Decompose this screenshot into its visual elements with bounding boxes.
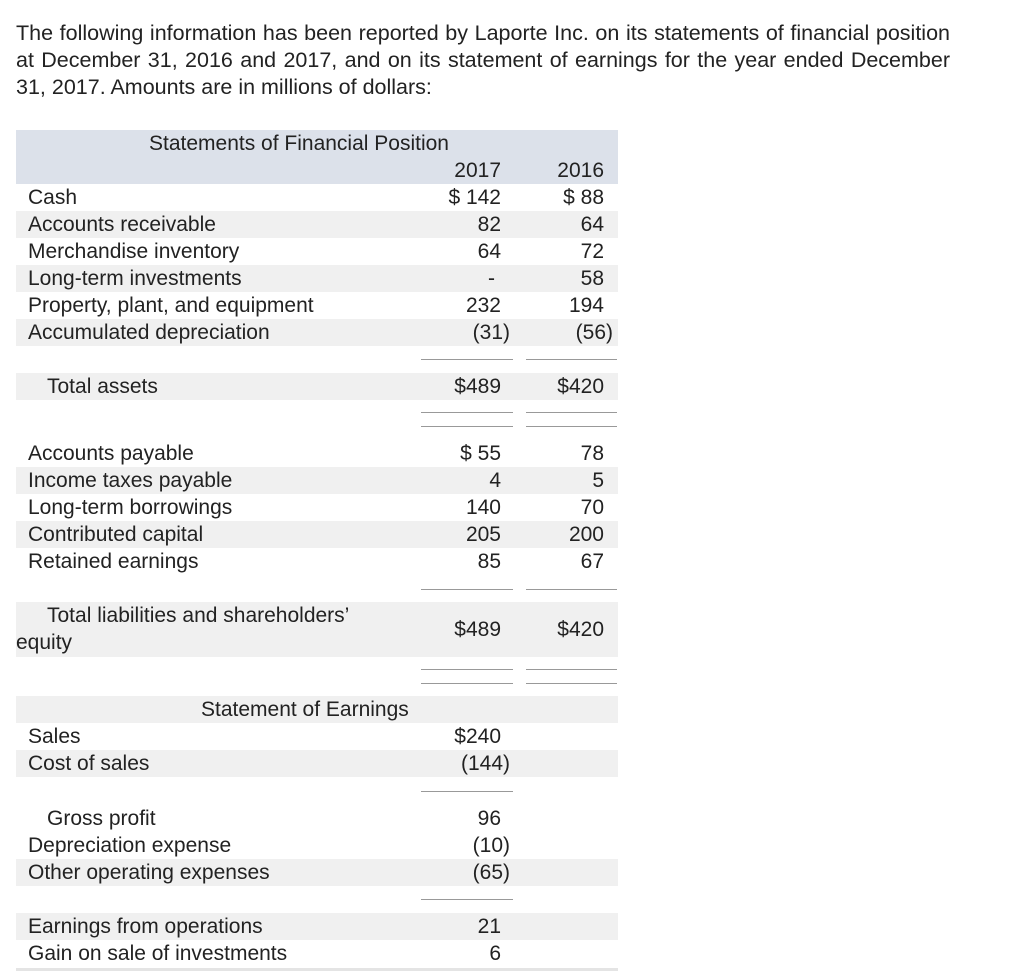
- table-row: [16, 723, 618, 750]
- value-2016: 67: [580, 550, 604, 573]
- total-liabilities-row: [16, 602, 618, 657]
- value-2017: (10): [472, 834, 510, 857]
- bottom-edge: [16, 968, 618, 971]
- row-label: Sales: [28, 725, 81, 748]
- underline-rule: [421, 899, 513, 900]
- table-row: [16, 548, 618, 575]
- value-2017: 4: [489, 469, 501, 492]
- row-label: Long-term investments: [28, 267, 242, 290]
- value-2016: 58: [580, 267, 604, 290]
- row-label: Retained earnings: [28, 550, 199, 573]
- earnings-title-row: [16, 696, 618, 723]
- value-2017: $ 142: [448, 186, 501, 209]
- double-underline-rule: [421, 683, 513, 684]
- table-row: [16, 319, 618, 346]
- table-row: [16, 805, 618, 832]
- row-label: Total assets: [47, 375, 158, 398]
- double-underline-rule: [421, 412, 513, 413]
- table-row: [16, 750, 618, 777]
- value-2017: 232: [465, 294, 501, 317]
- sfp-title: Statements of Financial Position: [149, 132, 449, 155]
- row-label: Merchandise inventory: [28, 240, 240, 263]
- table-row: [16, 940, 618, 967]
- double-underline-rule: [421, 669, 513, 670]
- row-label: Cost of sales: [28, 752, 150, 775]
- underline-rule: [526, 359, 617, 360]
- value-2017: 140: [465, 496, 501, 519]
- intro-paragraph: The following information has been reported by Laporte Inc. on its statements of financial position at December 31, 2016 and 2017, and on its statement of earnings for the year ended December 31, 2017. Amounts are in millions of dollars:: [16, 21, 950, 99]
- value-2016: 64: [580, 213, 604, 236]
- value-2016: 78: [580, 442, 604, 465]
- table-row: [16, 859, 618, 886]
- table-row: [16, 913, 618, 940]
- row-label: Total liabilities and shareholders’: [47, 604, 350, 627]
- row-label: Earnings from operations: [28, 915, 263, 938]
- table-row: [16, 211, 618, 238]
- value-2017: $489: [454, 618, 501, 641]
- row-label: Gain on sale of investments: [28, 942, 288, 965]
- row-label: Other operating expenses: [28, 861, 270, 884]
- row-label: Accumulated depreciation: [28, 321, 270, 344]
- underline-rule: [526, 589, 617, 590]
- value-2016: $420: [557, 375, 604, 398]
- table-row: [16, 521, 618, 548]
- col-2017-header: 2017: [454, 159, 501, 182]
- table-row: [16, 265, 618, 292]
- row-label: Accounts receivable: [28, 213, 216, 236]
- double-underline-rule: [526, 669, 617, 670]
- double-underline-rule: [526, 426, 617, 427]
- underline-rule: [421, 791, 513, 792]
- double-underline-rule: [526, 683, 617, 684]
- table-row: [16, 832, 618, 859]
- table-row: [16, 440, 618, 467]
- row-label: Cash: [28, 186, 78, 209]
- value-2017: (65): [472, 861, 510, 884]
- spacer-row: [16, 400, 618, 440]
- value-2017: 85: [477, 550, 501, 573]
- table-row: [16, 494, 618, 521]
- row-label: Accounts payable: [28, 442, 194, 465]
- row-label: Property, plant, and equipment: [28, 294, 314, 317]
- table-row: [16, 238, 618, 265]
- value-2017: 205: [465, 523, 501, 546]
- sfp-year-header-row: [16, 157, 618, 184]
- value-2017: 96: [477, 807, 501, 830]
- value-2016: 194: [568, 294, 604, 317]
- underline-rule: [421, 589, 513, 590]
- value-2017: 6: [489, 942, 501, 965]
- total-assets-row: [16, 373, 618, 400]
- value-2017: 21: [477, 915, 501, 938]
- value-2017: 64: [477, 240, 501, 263]
- double-underline-rule: [526, 412, 617, 413]
- value-2017: $489: [454, 375, 501, 398]
- row-label: Gross profit: [47, 807, 156, 830]
- value-2016: 70: [580, 496, 604, 519]
- col-2016-header: 2016: [557, 159, 604, 182]
- value-2016: $ 88: [563, 186, 604, 209]
- value-2017: (31): [472, 321, 510, 344]
- sfp-title-row: [16, 130, 618, 157]
- value-2017: (144): [460, 752, 510, 775]
- row-label: Income taxes payable: [28, 469, 233, 492]
- row-label: Depreciation expense: [28, 834, 232, 857]
- row-label: Long-term borrowings: [28, 496, 233, 519]
- value-2017: $240: [454, 725, 501, 748]
- earnings-title: Statement of Earnings: [201, 698, 409, 721]
- row-label: Contributed capital: [28, 523, 204, 546]
- value-2017: -: [488, 267, 495, 290]
- table-row: [16, 292, 618, 319]
- table-row: [16, 467, 618, 494]
- table-row: [16, 184, 618, 211]
- value-2017: $ 55: [460, 442, 501, 465]
- value-2016: 5: [592, 469, 604, 492]
- value-2016: (56): [575, 321, 613, 344]
- double-underline-rule: [421, 426, 513, 427]
- value-2016: 72: [580, 240, 604, 263]
- value-2016: 200: [568, 523, 604, 546]
- value-2016: $420: [557, 618, 604, 641]
- value-2017: 82: [477, 213, 501, 236]
- underline-rule: [421, 359, 513, 360]
- row-label-continuation: equity: [16, 631, 73, 654]
